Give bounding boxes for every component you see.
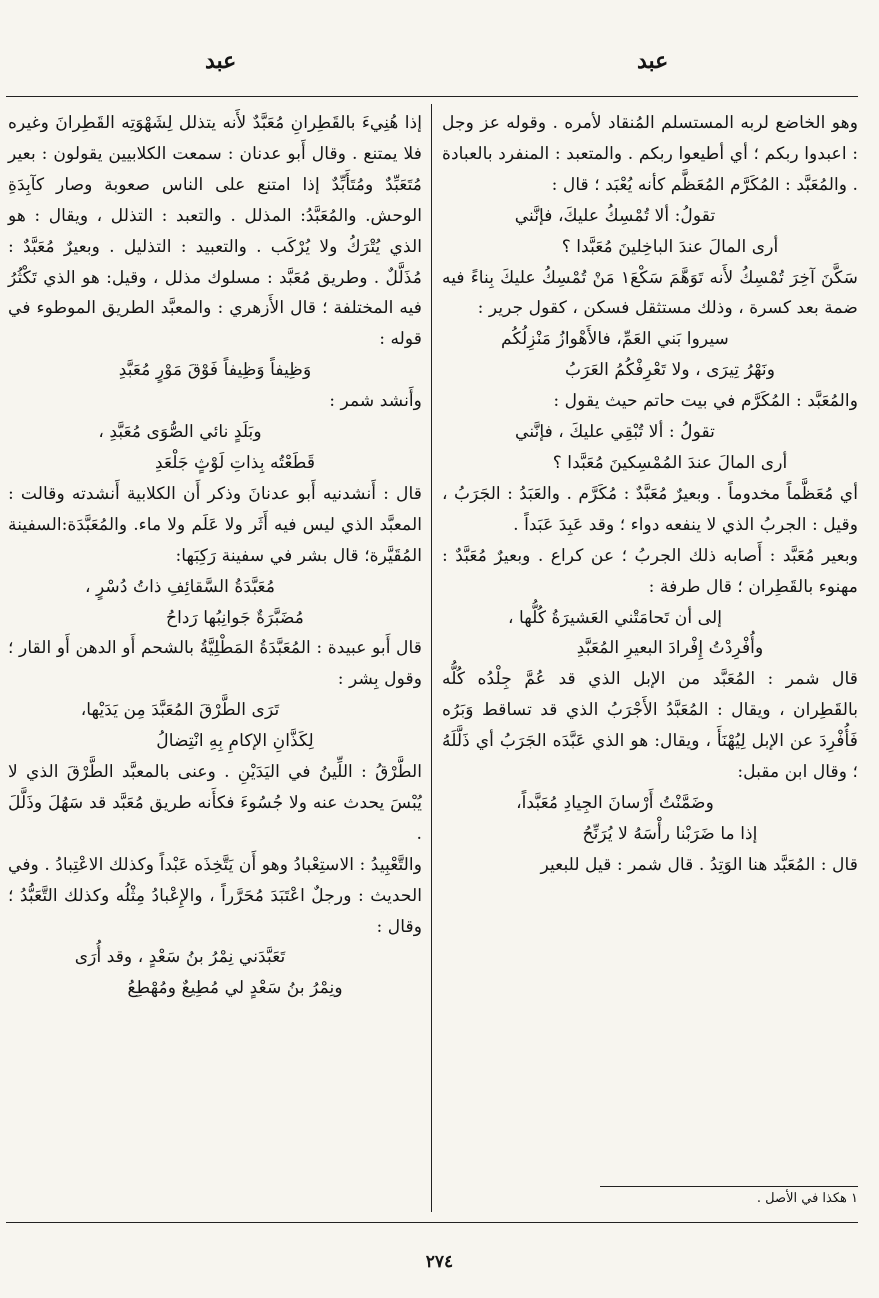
verse-line: تَرَى الطَّرْقَ المُعَبَّدَ مِن يَدَيْها، [80,700,280,721]
page-number: ٢٧٤ [425,1252,454,1272]
left-column [8,108,422,1004]
entry-paragraph: وأَنشد شمر : [329,391,422,412]
header-word-left: عبد [205,48,237,74]
verse-line: تَعَبَّدَني نِمْرُ بنُ سَعْدٍ ، وقد أُرَى [74,947,286,968]
footer-rule [6,1222,858,1223]
entry-paragraph: والمُعَبَّد : المُكَرَّم في بيت حاتم حيث يقول : [553,391,858,412]
verse-line: إذا ما ضَرَبْنا رأْسَهُ لا يُرَنِّحُ [582,823,758,844]
header-word-right: عبد [637,48,669,74]
verse-line: تقولُ : ألا تُبْقِي عليكَ ، فإنَّني [515,422,715,443]
right-column [442,108,858,881]
entry-paragraph: أي مُعَظَّماً مخدوماً . وبعيرٌ مُعَبَّدٌ : مُكَرَّم . والعَبَدُ : الجَرَبُ ، وقيل : الجربُ الذي لا ينفعه دواء ؛ وقد عَبِدَ عَبَداً . [442,483,858,535]
verse-line: وأُفْرِدْتُ إِفْرادَ البعيرِ المُعَبَّدِ [576,638,764,659]
verse-line: وبَلَدٍ نائي الصُّوَى مُعَبَّدِ ، [98,422,262,443]
verse-line: سيروا بَني العَمِّ، فالأَهْوازُ مَنْزِلُكُم [501,329,729,350]
entry-paragraph: وبعير مُعَبَّد : أَصابه ذلك الجربُ ؛ عن كراع . وبعيرٌ مُعَبَّدٌ : مهنوء بالقَطِران ؛ قال طرفة : [442,545,858,597]
entry-paragraph: إذا هُنِيءَ بالقَطِرانِ مُعَبَّدٌ لأَنه يتذلل لِشَهْوَتِه القَطِرانَ وغيره فلا يمتنع . وقال أَبو عدنان : سمعت الكلابيين يقولون : بعير مُتَعَبِّدٌ ومُتَأَبِّدٌ إذا امتنع على الناس صعوبة وصار كآبِدَةِ الوحش. والمُعَبَّدُ: المذلل . والتعبد : التذلل ، ويقال : هو الذي يُتْرَكُ ولا يُرْكَب . والتعبيد : التذليل . وبعيرٌ مُعَبَّدٌ : مُذَلَّلٌ . وطريق مُعَبَّد : مسلوك مذلل ، وقيل: هو الذي تَكْثُرُ فيه المختلفة ؛ قال الأَزهري : والمعبَّد الطريق الموطوء في قوله : [8,113,422,350]
verse-line: ونِمْرُ بنُ سَعْدٍ لي مُطِيعٌ ومُهْطِعُ [127,978,343,999]
verse-line: قَطَعْتُه بِذاتِ لَوْثٍ جَلْعَدِ [154,452,316,473]
header-rule [6,96,858,97]
verse-line: مُعَبَّدَةُ السَّقائِفِ ذاتُ دُسْرٍ ، [84,576,276,597]
entry-paragraph: قال شمر : المُعَبَّد من الإبل الذي قد عُمَّ جِلْدُه كُلُّه بالقَطِران ، ويقال : المُعَبَّدُ الأَجْرَبُ الذي قد تساقط وَبَرُه فَأُفْرِدَ عن الإبل لِيُهْنَأَ ، ويقال: هو الذي عَبَّدَه الجَرَبُ أي ذَلَّلَهُ ؛ وقال ابن مقبل: [442,669,858,783]
verse-line: وضَمَّنْتُ أَرْسانَ الجِيادِ مُعَبَّداً، [516,792,714,813]
verse-line: أرى المالَ عندَ الباخِلينَ مُعَبَّدا ؟ [561,236,779,257]
footnote: ١ هكذا في الأصل . [756,1191,858,1206]
entry-paragraph: والتَّعْبِيدُ : الاستِعْبادُ وهو أَن يَتَّخِذَه عَبْداً وكذلك الاعْتِبادُ . وفي الحديث : ورجلٌ اعْتَبَدَ مُحَرَّراً ، والإِعْبادُ مِثْلُه وكذلك التَّعَبُّدُ ؛ وقال : [8,854,422,937]
entry-paragraph: قال : المُعَبَّد هنا الوَتِدُ . قال شمر : قيل للبعير [540,854,858,875]
entry-paragraph: الطَّرْقُ : اللِّينُ في اليَدَيْنِ . وعنى بالمعبَّد الطَّرْقَ الذي لا يُبْسَ يحدث عنه ولا جُسُوءَ فكأَنه طريق مُعَبَّد قد سَهُلَ وذَلَّلَ . [8,762,422,844]
entry-paragraph: سَكَّنَ آخِرَ تُمْسِكُ لأَنه تَوَهَّمَ سَكْعَ١ مَنْ تُمْسِكُ عليكَ بِناءً فيه ضمة بعد كسرة ، وذلك مستثقل فسكن ، كقول جرير : [442,267,858,319]
verse-line: إلى أن تَحامَتْني العَشيرَةُ كُلُّها ، [508,607,722,628]
verse-line: أرى المالَ عندَ المُمْسِكينَ مُعَبَّدا ؟ [552,452,788,473]
footnote-rule [600,1186,858,1187]
column-divider [431,104,432,1212]
verse-line: تقولُ: ألا تُمْسِكُ عليكَ، فإنَّني [514,205,716,226]
verse-line: مُضَبَّرَةٌ جَوانِبُها رَداحُ [166,607,304,628]
entry-paragraph: قال : أَنشدنيه أَبو عدنانَ وذكر أَن الكلابية أَنشدته وقالت : المعبَّد الذي ليس فيه أَثَر ولا عَلَم ولا ماء. والمُعَبَّدَة:السفينة المُقَيَّرة؛ قال بشر في سفينة رَكِبَها: [8,483,422,566]
entry-paragraph: قال أَبو عبيدة : المُعَبَّدَةُ المَطْلِيَّةُ بالشحم أَو الدهن أَو القار ؛ وقول بِشر : [8,638,422,690]
verse-line: ونَهْرُ تِيرَى ، ولا تَعْرِفْكُمُ العَرَبُ [564,360,776,381]
verse-line: لِكَذَّانِ الإكامِ بِهِ انْتِضالُ [156,731,314,752]
verse-line: وَظِيفاً وَظِيفاً فَوْقَ مَوْرٍ مُعَبَّدِ [118,360,312,381]
entry-paragraph: وهو الخاضع لربه المستسلم المُنقاد لأمره . وقوله عز وجل : اعبدوا ربكم ؛ أي أطيعوا ربكم . والمتعبد : المنفرد بالعبادة . والمُعَبَّد : المُكَرَّم المُعَظَّم كأنه يُعْبَد ؛ قال : [442,113,858,195]
